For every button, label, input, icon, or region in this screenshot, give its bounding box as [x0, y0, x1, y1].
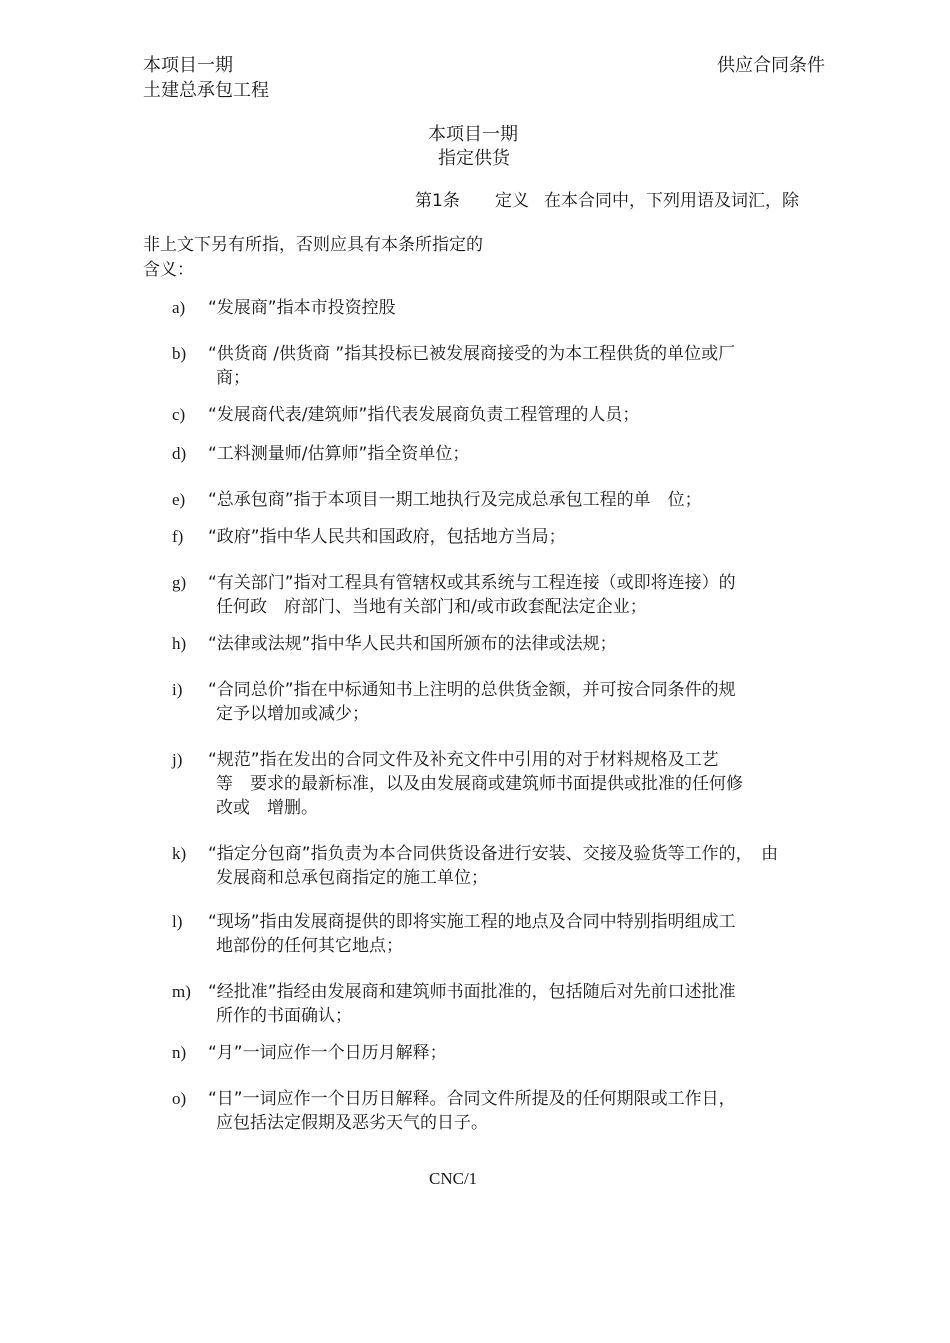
clause-lead: 在本合同中，下列用语及词汇，除 — [544, 191, 799, 211]
clause-cont-line2: 含义： — [143, 260, 194, 280]
item-text-continuation: 所作的书面确认； — [216, 1006, 352, 1026]
item-text-continuation: 地部份的任何其它地点； — [216, 936, 403, 956]
item-marker: h) — [172, 634, 187, 653]
title-line1: 本项目一期 — [428, 124, 518, 145]
item-marker: e) — [172, 490, 186, 509]
list-item — [208, 571, 848, 619]
item-text-line: “发展商”指本市投资控股 — [208, 298, 396, 318]
item-text-line: “总承包商”指于本项目一期工地执行及完成总承包工程的单 位； — [208, 490, 702, 510]
item-text-continuation: 应包括法定假期及恶劣天气的日子。 — [216, 1113, 488, 1133]
item-marker: d) — [172, 444, 187, 463]
list-item — [208, 296, 848, 320]
item-text-line: “供货商 /供货商 ”指其投标已被发展商接受的为本工程供货的单位或厂 — [208, 344, 736, 364]
page-label: CNC/1 — [429, 1169, 478, 1188]
item-text-line: “有关部门”指对工程具有管辖权或其系统与工程连接（或即将连接）的 — [208, 573, 736, 593]
item-marker: o) — [172, 1089, 187, 1108]
item-text-line: “规范”指在发出的合同文件及补充文件中引用的对于材料规格及工艺 — [208, 750, 719, 770]
header-left-line1: 本项目一期 — [143, 55, 233, 76]
list-item — [208, 678, 848, 726]
item-text-line: “月”一词应作一个日历月解释； — [208, 1043, 447, 1063]
list-item — [208, 910, 848, 958]
item-marker: l) — [172, 912, 183, 931]
list-item — [208, 1041, 848, 1065]
list-item — [208, 1087, 848, 1135]
item-marker: n) — [172, 1043, 187, 1062]
item-text-line: “指定分包商”指负责为本合同供货设备进行安装、交接及验货等工作的， 由 — [208, 844, 779, 864]
clause-cont-line1: 非上文下另有所指，否则应具有本条所指定的 — [143, 235, 483, 255]
item-text-continuation: 等 要求的最新标准，以及由发展商或建筑师书面提供或批准的任何修 — [216, 774, 743, 794]
item-marker: b) — [172, 344, 187, 363]
item-text-line: “合同总价”指在中标通知书上注明的总供货金额，并可按合同条件的规 — [208, 680, 736, 700]
item-marker: c) — [172, 405, 186, 424]
item-text-line: “发展商代表/建筑师”指代表发展商负责工程管理的人员； — [208, 405, 640, 425]
item-text-continuation: 发展商和总承包商指定的施工单位； — [216, 868, 488, 888]
list-item — [208, 632, 848, 656]
header-left-line2: 土建总承包工程 — [143, 80, 269, 101]
list-item — [208, 403, 848, 427]
list-item — [208, 342, 848, 390]
item-marker: i) — [172, 680, 183, 699]
list-item — [208, 980, 848, 1028]
item-marker: g) — [172, 573, 187, 592]
title-line2: 指定供货 — [438, 148, 510, 169]
item-text-continuation: 改或 增删。 — [216, 798, 318, 818]
item-text-line: “政府”指中华人民共和国政府，包括地方当局； — [208, 527, 566, 547]
item-text-line: “现场”指由发展商提供的即将实施工程的地点及合同中特别指明组成工 — [208, 912, 736, 932]
list-item — [208, 748, 848, 820]
item-text-line: “经批准”指经由发展商和建筑师书面批准的，包括随后对先前口述批准 — [208, 982, 736, 1002]
list-item — [208, 525, 848, 549]
item-text-line: “日”一词应作一个日历日解释。合同文件所提及的任何期限或工作日， — [208, 1089, 736, 1109]
item-text-continuation: 定予以增加或减少； — [216, 704, 369, 724]
list-item — [208, 488, 848, 512]
item-text-line: “工料测量师/估算师”指全资单位； — [208, 444, 470, 464]
list-item — [208, 842, 848, 890]
item-text-continuation: 任何政 府部门、当地有关部门和/或市政套配法定企业； — [216, 597, 647, 617]
clause-number: 第1条 — [415, 191, 460, 211]
clause-heading: 定义 — [495, 191, 529, 211]
item-marker: j) — [172, 750, 183, 769]
item-marker: k) — [172, 844, 187, 863]
item-text-continuation: 商； — [216, 368, 250, 388]
list-item — [208, 442, 848, 466]
item-marker: f) — [172, 527, 184, 546]
item-marker: m) — [172, 982, 191, 1001]
header-right: 供应合同条件 — [717, 55, 825, 76]
item-text-line: “法律或法规”指中华人民共和国所颁布的法律或法规； — [208, 634, 617, 654]
item-marker: a) — [172, 298, 186, 317]
